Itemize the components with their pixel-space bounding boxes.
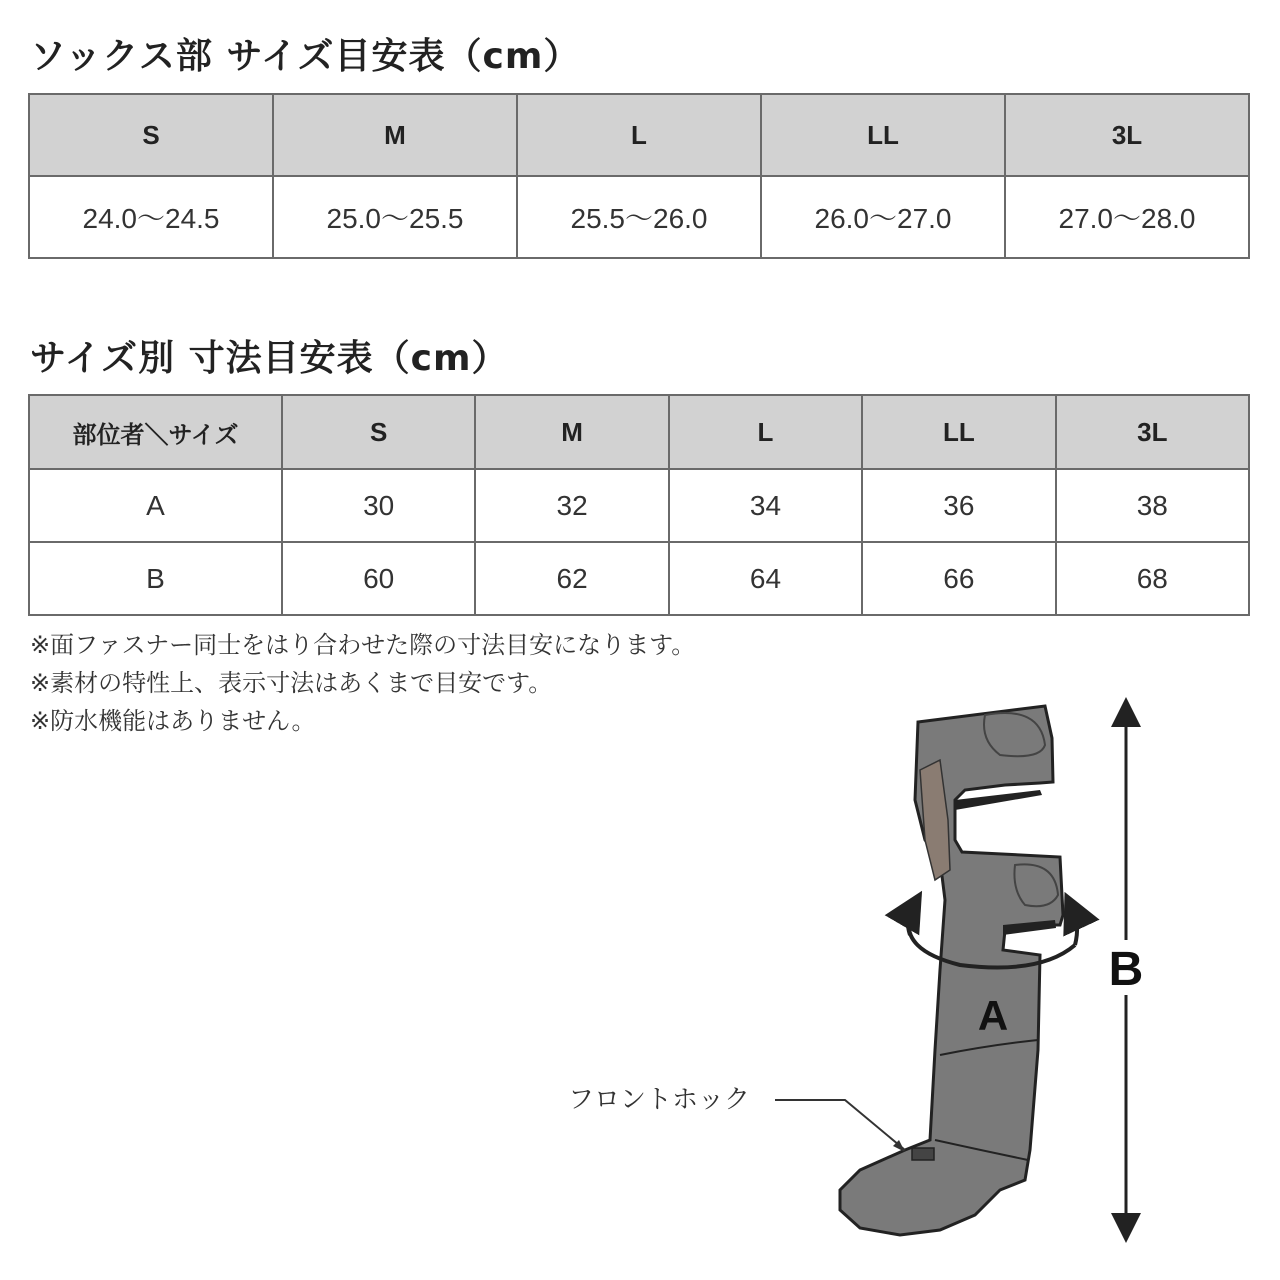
table-cell: 68 (1056, 542, 1249, 615)
value-cell-3l: 27.0〜28.0 (1005, 176, 1249, 258)
row-label-b: B (29, 542, 282, 615)
circumference-arrow-left (908, 908, 912, 935)
front-hook-callout: フロントホック (568, 1085, 751, 1115)
dimension-title: サイズ別 寸法目安表（cm） (30, 338, 509, 379)
header-cell-s: S (29, 94, 273, 176)
value-cell-ll: 26.0〜27.0 (761, 176, 1005, 258)
sock-size-header-row (29, 94, 1249, 176)
sock-size-table (28, 93, 1250, 259)
header-cell-3l: 3L (1056, 395, 1249, 469)
header-cell-l: L (517, 94, 761, 176)
table-row (29, 469, 1249, 542)
note-item: ※面ファスナー同士をはり合わせた際の寸法目安になります。 (30, 631, 696, 659)
header-cell-ll: LL (761, 94, 1005, 176)
table-cell: 64 (669, 542, 862, 615)
sock-size-value-row (29, 176, 1249, 258)
row-label-a: A (29, 469, 282, 542)
header-cell-l: L (669, 395, 862, 469)
label-a: A (977, 992, 1009, 1039)
table-cell: 36 (862, 469, 1055, 542)
value-cell-l: 25.5〜26.0 (517, 176, 761, 258)
boot-illustration (540, 690, 1180, 1250)
front-hook (912, 1148, 934, 1160)
circumference-arrow-front (1073, 910, 1077, 945)
table-cell: 60 (282, 542, 475, 615)
table-cell: 66 (862, 542, 1055, 615)
header-cell-s: S (282, 395, 475, 469)
header-cell-3l: 3L (1005, 94, 1249, 176)
table-cell: 30 (282, 469, 475, 542)
note-item: ※素材の特性上、表示寸法はあくまで目安です。 (30, 669, 553, 697)
dimension-table (28, 394, 1250, 616)
value-cell-m: 25.0〜25.5 (273, 176, 517, 258)
table-cell: 32 (475, 469, 668, 542)
sock-size-title: ソックス部 サイズ目安表（cm） (30, 36, 581, 77)
table-cell: 62 (475, 542, 668, 615)
table-cell: 38 (1056, 469, 1249, 542)
table-row (29, 542, 1249, 615)
label-b: B (1108, 943, 1144, 996)
note-item: ※防水機能はありません。 (30, 707, 316, 735)
value-cell-s: 24.0〜24.5 (29, 176, 273, 258)
corner-header: 部位者＼サイズ (29, 395, 282, 469)
upper-opening (955, 790, 1042, 810)
boot-shape (840, 706, 1063, 1235)
header-cell-m: M (475, 395, 668, 469)
header-cell-ll: LL (862, 395, 1055, 469)
header-cell-m: M (273, 94, 517, 176)
table-cell: 34 (669, 469, 862, 542)
dimension-header-row (29, 395, 1249, 469)
callout-line (775, 1100, 905, 1150)
